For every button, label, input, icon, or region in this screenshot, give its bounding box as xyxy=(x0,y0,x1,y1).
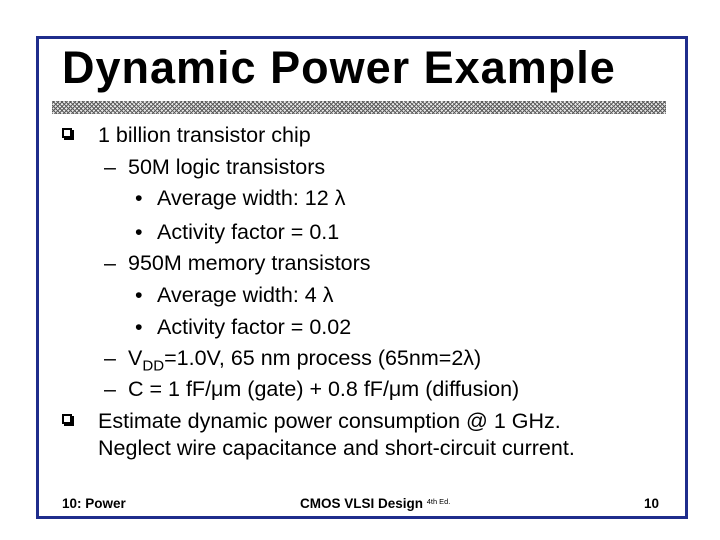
dot-marker: • xyxy=(135,315,143,339)
footer-course xyxy=(300,496,450,511)
bullet-memory-width: Average width: 4 λ xyxy=(157,283,334,307)
box-bullet-icon xyxy=(62,414,72,424)
vdd-prefix: V xyxy=(128,346,143,370)
dot-marker: • xyxy=(135,186,143,210)
vdd-subscript: DD xyxy=(142,357,165,375)
bullet-estimate-continued: Neglect wire capacitance and short-circuit current. xyxy=(98,436,575,460)
bullet-capacitance: C = 1 fF/μm (gate) + 0.8 fF/μm (diffusion) xyxy=(128,377,520,401)
bullet-logic-activity: Activity factor = 0.1 xyxy=(157,220,340,244)
footer-page-number: 10 xyxy=(644,496,660,511)
vdd-rest: =1.0V, 65 nm process (65nm=2λ) xyxy=(164,346,482,370)
dash-marker: – xyxy=(104,346,116,370)
dash-marker: – xyxy=(104,377,116,401)
footer-chapter: 10: Power xyxy=(62,496,126,511)
bullet-memory-activity: Activity factor = 0.02 xyxy=(157,315,352,339)
dot-marker: • xyxy=(135,220,143,244)
box-bullet-icon xyxy=(62,128,72,138)
footer-course-title: CMOS VLSI Design xyxy=(300,496,424,511)
bullet-vdd-process xyxy=(128,345,482,375)
bullet-chip: 1 billion transistor chip xyxy=(98,123,311,147)
bullet-estimate: Estimate dynamic power consumption @ 1 GHz. xyxy=(98,409,561,433)
dot-marker: • xyxy=(135,283,143,307)
dash-marker: – xyxy=(104,251,116,275)
bullet-logic-transistors: 50M logic transistors xyxy=(128,155,326,179)
slide-title: Dynamic Power Example xyxy=(62,42,616,93)
title-divider xyxy=(52,101,666,114)
dash-marker: – xyxy=(104,155,116,179)
bullet-memory-transistors: 950M memory transistors xyxy=(128,251,371,275)
footer-edition: 4th Ed. xyxy=(426,496,451,506)
bullet-logic-width: Average width: 12 λ xyxy=(157,186,346,210)
